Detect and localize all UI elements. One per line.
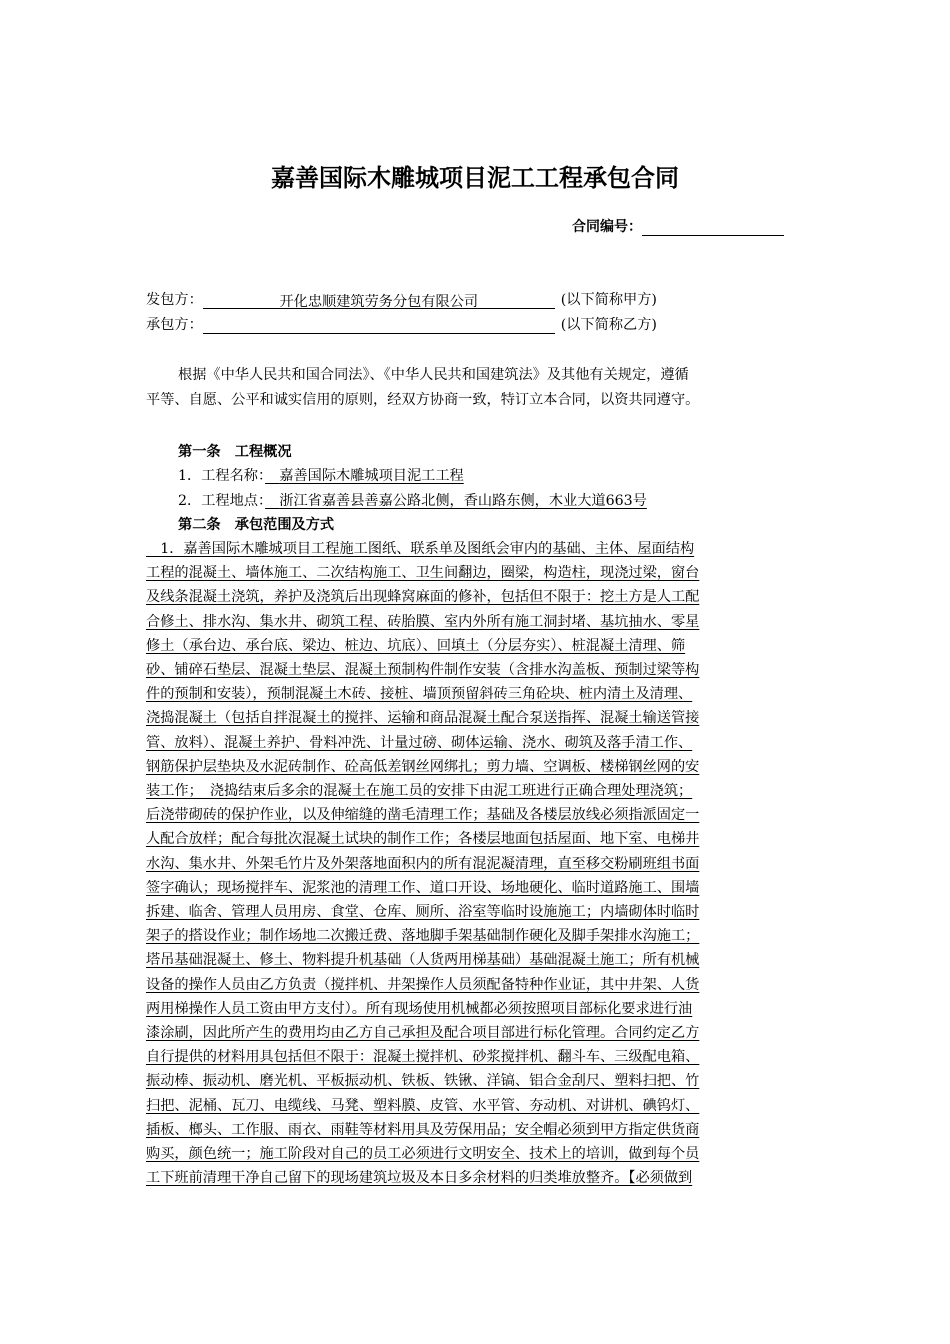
article2-line: 签字确认；现场搅拌车、泥浆池的清理工作、道口开设、场地硬化、临时道路施工、围墙: [146, 879, 700, 896]
article2-line: 人配合放样；配合每批次混凝土试块的制作工作；各楼层地面包括屋面、地下室、电梯井: [146, 831, 700, 848]
article2-line: 修土（承台边、承台底、梁边、桩边、坑底）、回填土（分层夯实）、桩混凝土清理、筛: [146, 637, 686, 654]
project-site-line: [178, 490, 647, 510]
contractor-name-field: [203, 316, 555, 334]
article2-line: 1．嘉善国际木雕城项目工程施工图纸、联系单及图纸会审内的基础、主体、屋面结构: [146, 541, 695, 557]
preamble-line-1: 根据《中华人民共和国合同法》、《中华人民共和国建筑法》及其他有关规定，遵循: [178, 367, 689, 383]
article2-line: 砂、铺碎石垫层、混凝土垫层、混凝土预制构件制作安装（含排水沟盖板、预制过梁等构: [146, 662, 700, 679]
article2-line: 合修土、排水沟、集水井、砌筑工程、砖胎膜、室内外所有施工洞封堵、基坑抽水、零星: [146, 613, 700, 630]
article2-line: 拆建、临舍、管理人员用房、食堂、仓库、厕所、浴室等临时设施施工；内墙砌体时临时: [146, 904, 700, 921]
contract-number: [572, 216, 784, 236]
project-name-text: 嘉善国际木雕城项目泥工工程: [279, 468, 464, 484]
article2-line: 插板、榔头、工作服、雨衣、雨鞋等材料用具及劳保用品；安全帽必须到甲方指定供货商: [146, 1121, 700, 1138]
project-name-line: [178, 465, 464, 485]
project-name-value: [265, 468, 464, 484]
article2-body: [146, 537, 808, 1190]
contractor-label: 承包方：: [146, 317, 203, 333]
article1-heading: 第一条 工程概况: [178, 444, 292, 460]
article2-line: 漆涂刷，因此所产生的费用均由乙方自己承担及配合项目部进行标化管理。合同约定乙方: [146, 1025, 700, 1042]
project-site-label: 2．工程地点：: [178, 493, 266, 509]
article2-line: 两用梯操作人员工资由甲方支付）。所有现场使用机械都必须按照项目部标化要求进行油: [146, 1000, 693, 1017]
preamble-line-2: 平等、自愿、公平和诚实信用的原则，经双方协商一致，特订立本合同，以资共同遵守。: [146, 392, 700, 408]
article2-line: 购买，颜色统一；施工阶段对自己的员工必须进行文明安全、技术上的培训，做到每个员: [146, 1146, 700, 1163]
employer-name-field: [203, 291, 555, 309]
article2-line: 后浇带砌砖的保护作业，以及伸缩缝的凿毛清理工作；基础及各楼层放线必须指派固定一: [146, 807, 700, 824]
employer-suffix: (以下简称甲方): [560, 292, 657, 308]
article2-line: 水沟、集水井、外架毛竹片及外架落地面积内的所有混泥凝清理，直至移交粉刷班组书面: [146, 855, 700, 872]
employer-line: [146, 289, 657, 309]
project-site-text: 浙江省嘉善县善嘉公路北侧，香山路东侧，木业大道663号: [279, 493, 647, 509]
article2-line: 设备的操作人员由乙方负责（搅拌机、井架操作人员须配备特种作业证，其中井架、人货: [146, 976, 700, 993]
article2-line: 浇捣混凝土（包括自拌混凝土的搅拌、运输和商品混凝土配合泵送指挥、混凝土输送管接: [146, 710, 700, 727]
contractor-suffix: (以下简称乙方): [560, 317, 657, 333]
article2-line: 架子的搭设作业；制作场地二次搬迁费、落地脚手架基础制作硬化及脚手架排水沟施工；: [146, 928, 700, 945]
contract-number-blank: [642, 219, 784, 236]
article2-line: 件的预制和安装），预制混凝土木砖、接桩、墙顶预留斜砖三角砼块、桩内清土及清理、: [146, 686, 693, 703]
article2-line: 装工作； 浇捣结束后多余的混凝土在施工员的安排下由泥工班进行正确合理处理浇筑；: [146, 783, 693, 800]
project-site-value: [265, 493, 647, 509]
article2-line: 工下班前清理干净自己留下的现场建筑垃圾及本日多余材料的归类堆放整齐。【必须做到: [146, 1170, 693, 1187]
article2-heading: 第二条 承包范围及方式: [178, 517, 335, 533]
article2-line: 及线条混凝土浇筑，养护及浇筑后出现蜂窝麻面的修补，包括但不限于：挖土方是人工配: [146, 589, 700, 606]
employer-label: 发包方：: [146, 292, 203, 308]
article2-line: 塔吊基础混凝土、修土、物料提升机基础（人货两用梯基础）基础混凝土施工；所有机械: [146, 952, 700, 969]
contract-number-label: 合同编号：: [572, 219, 642, 235]
project-name-label: 1．工程名称：: [178, 468, 266, 484]
article2-line: 扫把、泥桶、瓦刀、电缆线、马凳、塑料膜、皮管、水平管、夯动机、对讲机、碘钨灯、: [146, 1097, 700, 1114]
contractor-line: [146, 314, 657, 334]
employer-name: 开化忠顺建筑劳务分包有限公司: [279, 294, 479, 310]
article2-line: 管、放料）、混凝土养护、骨料冲洗、计量过磅、砌体运输、浇水、砌筑及落手清工作、: [146, 734, 693, 751]
article2-line: 工程的混凝土、墙体施工、二次结构施工、卫生间翻边，圈梁，构造柱，现浇过梁，窗台: [146, 565, 700, 582]
contract-title: 嘉善国际木雕城项目泥工工程承包合同: [271, 164, 679, 192]
article2-line: 钢筋保护层垫块及水泥砖制作、砼高低差钢丝网绑扎；剪力墙、空调板、楼梯钢丝网的安: [146, 758, 700, 775]
article2-line: 振动棒、振动机、磨光机、平板振动机、铁板、铁锹、洋镐、铝合金刮尺、塑料扫把、竹: [146, 1073, 700, 1090]
article2-line: 自行提供的材料用具包括但不限于：混凝土搅拌机、砂浆搅拌机、翻斗车、三级配电箱、: [146, 1049, 700, 1066]
